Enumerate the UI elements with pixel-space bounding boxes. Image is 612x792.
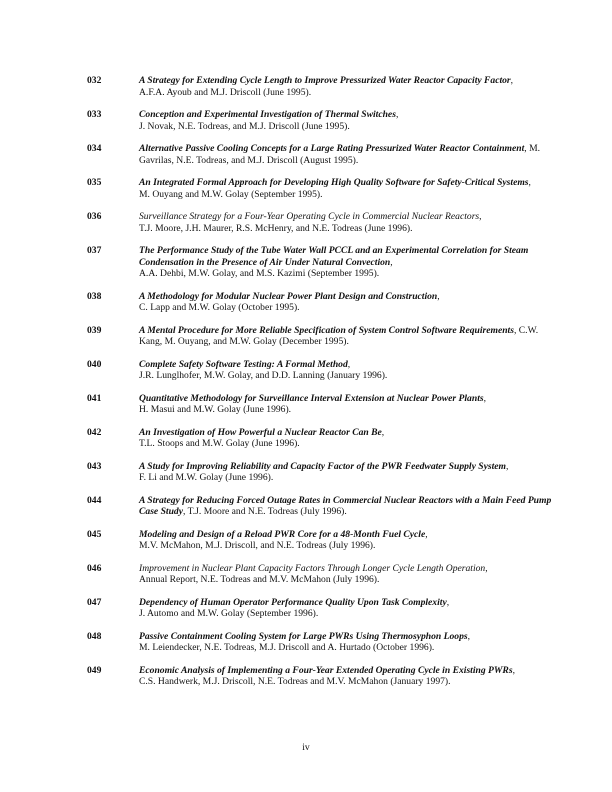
report-number: 039	[87, 324, 102, 336]
report-number: 032	[87, 75, 102, 86]
page-number: iv	[302, 742, 310, 753]
report-authors-date: J. Novak, N.E. Todreas, and M.J. Driscoll (June 1995).	[139, 120, 350, 132]
report-title: A Methodology for Modular Nuclear Power Plant Design and Construction	[139, 290, 438, 302]
report-authors-date: C.W. Kang, M. Ouyang, and M.W. Golay (December 1995).	[139, 324, 539, 347]
report-title: An Investigation of How Powerful a Nuclear Reactor Can Be	[139, 426, 382, 438]
report-entry	[87, 427, 567, 450]
report-authors-date: J.R. Lunglhofer, M.W. Golay, and D.D. Lanning (January 1996).	[139, 370, 388, 381]
report-entry	[87, 109, 567, 132]
report-citation: A Methodology for Modular Nuclear Power Plant Design and Construction, C. Lapp and M.W. Golay (October 1995).	[139, 290, 440, 313]
report-citation: Complete Safety Software Testing: A Formal Method, J.R. Lunglhofer, M.W. Golay, and D.D. Lanning (January 1996).	[139, 358, 388, 381]
report-citation: Passive Containment Cooling System for Large PWRs Using Thermosyphon Loops, M. Leiendecker, N.E. Todreas, M.J. Driscoll and A. Hurtado (October 1996).	[139, 630, 471, 653]
report-title: A Strategy for Reducing Forced Outage Rates in Commercial Nuclear Reactors with a Main Feed Pump Case Study	[139, 494, 552, 517]
report-authors-date: T.L. Stoops and M.W. Golay (June 1996).	[139, 438, 300, 449]
report-number: 036	[87, 211, 102, 222]
report-list	[87, 75, 567, 699]
report-entry	[87, 529, 567, 552]
report-citation: Improvement in Nuclear Plant Capacity Factors Through Longer Cycle Length Operation, Annual Report, N.E. Todreas and M.V. McMahon (July 1996).	[139, 562, 488, 585]
report-title: A Strategy for Extending Cycle Length to Improve Pressurized Water Reactor Capacity Factor	[139, 75, 511, 86]
report-authors-date: J. Automo and M.W. Golay (September 1996).	[139, 608, 319, 619]
report-title: Passive Containment Cooling System for Large PWRs Using Thermosyphon Loops	[139, 630, 468, 642]
report-authors-date: M.V. McMahon, M.J. Driscoll, and N.E. Todreas (July 1996).	[139, 540, 376, 551]
report-citation: Dependency of Human Operator Performance Quality Upon Task Complexity, J. Automo and M.W. Golay (September 1996).	[139, 596, 450, 619]
report-title: An Integrated Formal Approach for Developing High Quality Software for Safety-Critical Systems	[139, 177, 529, 188]
report-number: 034	[87, 143, 102, 154]
report-title: A Mental Procedure for More Reliable Specification of System Control Software Requirements	[139, 324, 514, 336]
report-title: Improvement in Nuclear Plant Capacity Factors Through Longer Cycle Length Operation	[139, 562, 486, 574]
report-number: 041	[87, 392, 102, 404]
report-entry	[87, 665, 567, 688]
report-title: Surveillance Strategy for a Four-Year Operating Cycle in Commercial Nuclear Reactors	[139, 211, 480, 222]
report-citation: A Mental Procedure for More Reliable Specification of System Control Software Requirements, C.W. Kang, M. Ouyang, and M.W. Golay (December 1995).	[139, 324, 539, 347]
report-entry	[87, 177, 567, 200]
report-citation: Economic Analysis of Implementing a Four-Year Extended Operating Cycle in Existing PWRs, C.S. Handwerk, M.J. Driscoll, N.E. Todreas and M.V. McMahon (January 1997).	[139, 664, 515, 687]
report-entry	[87, 597, 567, 620]
report-citation: Conception and Experimental Investigation of Thermal Switches, J. Novak, N.E. Todreas, and M.J. Driscoll (June 1995).	[139, 109, 399, 132]
report-title: Conception and Experimental Investigation of Thermal Switches	[139, 109, 396, 120]
report-entry	[87, 495, 567, 518]
report-entry	[87, 75, 567, 98]
report-citation: A Study for Improving Reliability and Capacity Factor of the PWR Feedwater Supply System, F. Li and M.W. Golay (June 1996).	[139, 460, 509, 483]
report-entry	[87, 245, 567, 280]
report-number: 047	[87, 596, 102, 608]
report-number: 046	[87, 562, 102, 574]
report-title: Complete Safety Software Testing: A Formal Method	[139, 358, 348, 370]
report-citation: Quantitative Methodology for Surveillance Interval Extension at Nuclear Power Plants, H. Masui and M.W. Golay (June 1996).	[139, 392, 486, 415]
report-number: 045	[87, 528, 102, 540]
report-title: A Study for Improving Reliability and Capacity Factor of the PWR Feedwater Supply System	[139, 460, 506, 472]
report-authors-date: T.J. Moore, J.H. Maurer, R.S. McHenry, and N.E. Todreas (June 1996).	[139, 222, 413, 234]
report-authors-date: M. Leiendecker, N.E. Todreas, M.J. Driscoll and A. Hurtado (October 1996).	[139, 642, 435, 653]
report-number: 042	[87, 426, 102, 438]
report-citation: Alternative Passive Cooling Concepts for a Large Rating Pressurized Water Reactor Containment, M. Gavrilas, N.E. Todreas, and M.J. Driscoll (August 1995).	[139, 143, 541, 166]
report-number: 038	[87, 290, 102, 302]
report-citation: Modeling and Design of a Reload PWR Core for a 48-Month Fuel Cycle, M.V. McMahon, M.J. Driscoll, and N.E. Todreas (July 1996).	[139, 528, 428, 551]
report-entry	[87, 211, 567, 234]
report-authors-date: H. Masui and M.W. Golay (June 1996).	[139, 404, 292, 415]
report-number: 033	[87, 109, 102, 120]
report-entry	[87, 291, 567, 314]
report-title: Alternative Passive Cooling Concepts for a Large Rating Pressurized Water Reactor Containment	[139, 143, 525, 154]
report-number: 037	[87, 245, 102, 256]
report-number: 040	[87, 358, 102, 370]
report-citation: The Performance Study of the Tube Water Wall PCCL and an Experimental Correlation for Steam Condensation in the Presence of Air Under Natural Convection, A.A. Dehbi, M.W. Golay, and M.S. Kazimi (September 1995).	[139, 245, 529, 279]
report-citation: A Strategy for Extending Cycle Length to Improve Pressurized Water Reactor Capacity Factor, A.F.A. Ayoub and M.J. Driscoll (June 1995).	[139, 75, 514, 98]
report-authors-date: A.A. Dehbi, M.W. Golay, and M.S. Kazimi (September 1995).	[139, 268, 380, 279]
report-authors-date: M. Gavrilas, N.E. Todreas, and M.J. Driscoll (August 1995).	[139, 143, 541, 166]
report-entry	[87, 143, 567, 166]
report-number: 035	[87, 177, 102, 188]
report-entry	[87, 461, 567, 484]
report-entry	[87, 359, 567, 382]
report-citation: A Strategy for Reducing Forced Outage Rates in Commercial Nuclear Reactors with a Main Feed Pump Case Study, T.J. Moore and N.E. Todreas (July 1996).	[139, 494, 552, 517]
report-entry	[87, 393, 567, 416]
report-authors-date: A.F.A. Ayoub and M.J. Driscoll (June 1995).	[139, 86, 312, 98]
report-title: Quantitative Methodology for Surveillance Interval Extension at Nuclear Power Plants	[139, 392, 484, 404]
report-citation: An Investigation of How Powerful a Nuclear Reactor Can Be, T.L. Stoops and M.W. Golay (June 1996).	[139, 426, 385, 449]
report-authors-date: M. Ouyang and M.W. Golay (September 1995).	[139, 188, 323, 200]
report-authors-date: C.S. Handwerk, M.J. Driscoll, N.E. Todreas and M.V. McMahon (January 1997).	[139, 676, 451, 687]
report-authors-date: T.J. Moore and N.E. Todreas (July 1996).	[187, 506, 347, 517]
report-citation: Surveillance Strategy for a Four-Year Operating Cycle in Commercial Nuclear Reactors, T.J. Moore, J.H. Maurer, R.S. McHenry, and N.E. Todreas (June 1996).	[139, 211, 482, 234]
report-citation: An Integrated Formal Approach for Developing High Quality Software for Safety-Critical Systems, M. Ouyang and M.W. Golay (September 1995).	[139, 177, 531, 200]
report-entry	[87, 325, 567, 348]
report-title: The Performance Study of the Tube Water Wall PCCL and an Experimental Correlation for Steam Condensation in the Presence of Air Under Natural Convection	[139, 245, 529, 268]
report-number: 048	[87, 630, 102, 642]
report-entry	[87, 631, 567, 654]
report-entry	[87, 563, 567, 586]
report-title: Economic Analysis of Implementing a Four-Year Extended Operating Cycle in Existing PWRs	[139, 664, 513, 676]
report-number: 043	[87, 460, 102, 472]
report-number: 044	[87, 494, 102, 506]
report-number: 049	[87, 664, 102, 676]
report-authors-date: F. Li and M.W. Golay (June 1996).	[139, 472, 274, 483]
report-title: Dependency of Human Operator Performance Quality Upon Task Complexity	[139, 596, 447, 608]
report-authors-date: Annual Report, N.E. Todreas and M.V. McMahon (July 1996).	[139, 574, 380, 585]
report-title: Modeling and Design of a Reload PWR Core for a 48-Month Fuel Cycle	[139, 528, 426, 540]
report-authors-date: C. Lapp and M.W. Golay (October 1995).	[139, 302, 300, 313]
